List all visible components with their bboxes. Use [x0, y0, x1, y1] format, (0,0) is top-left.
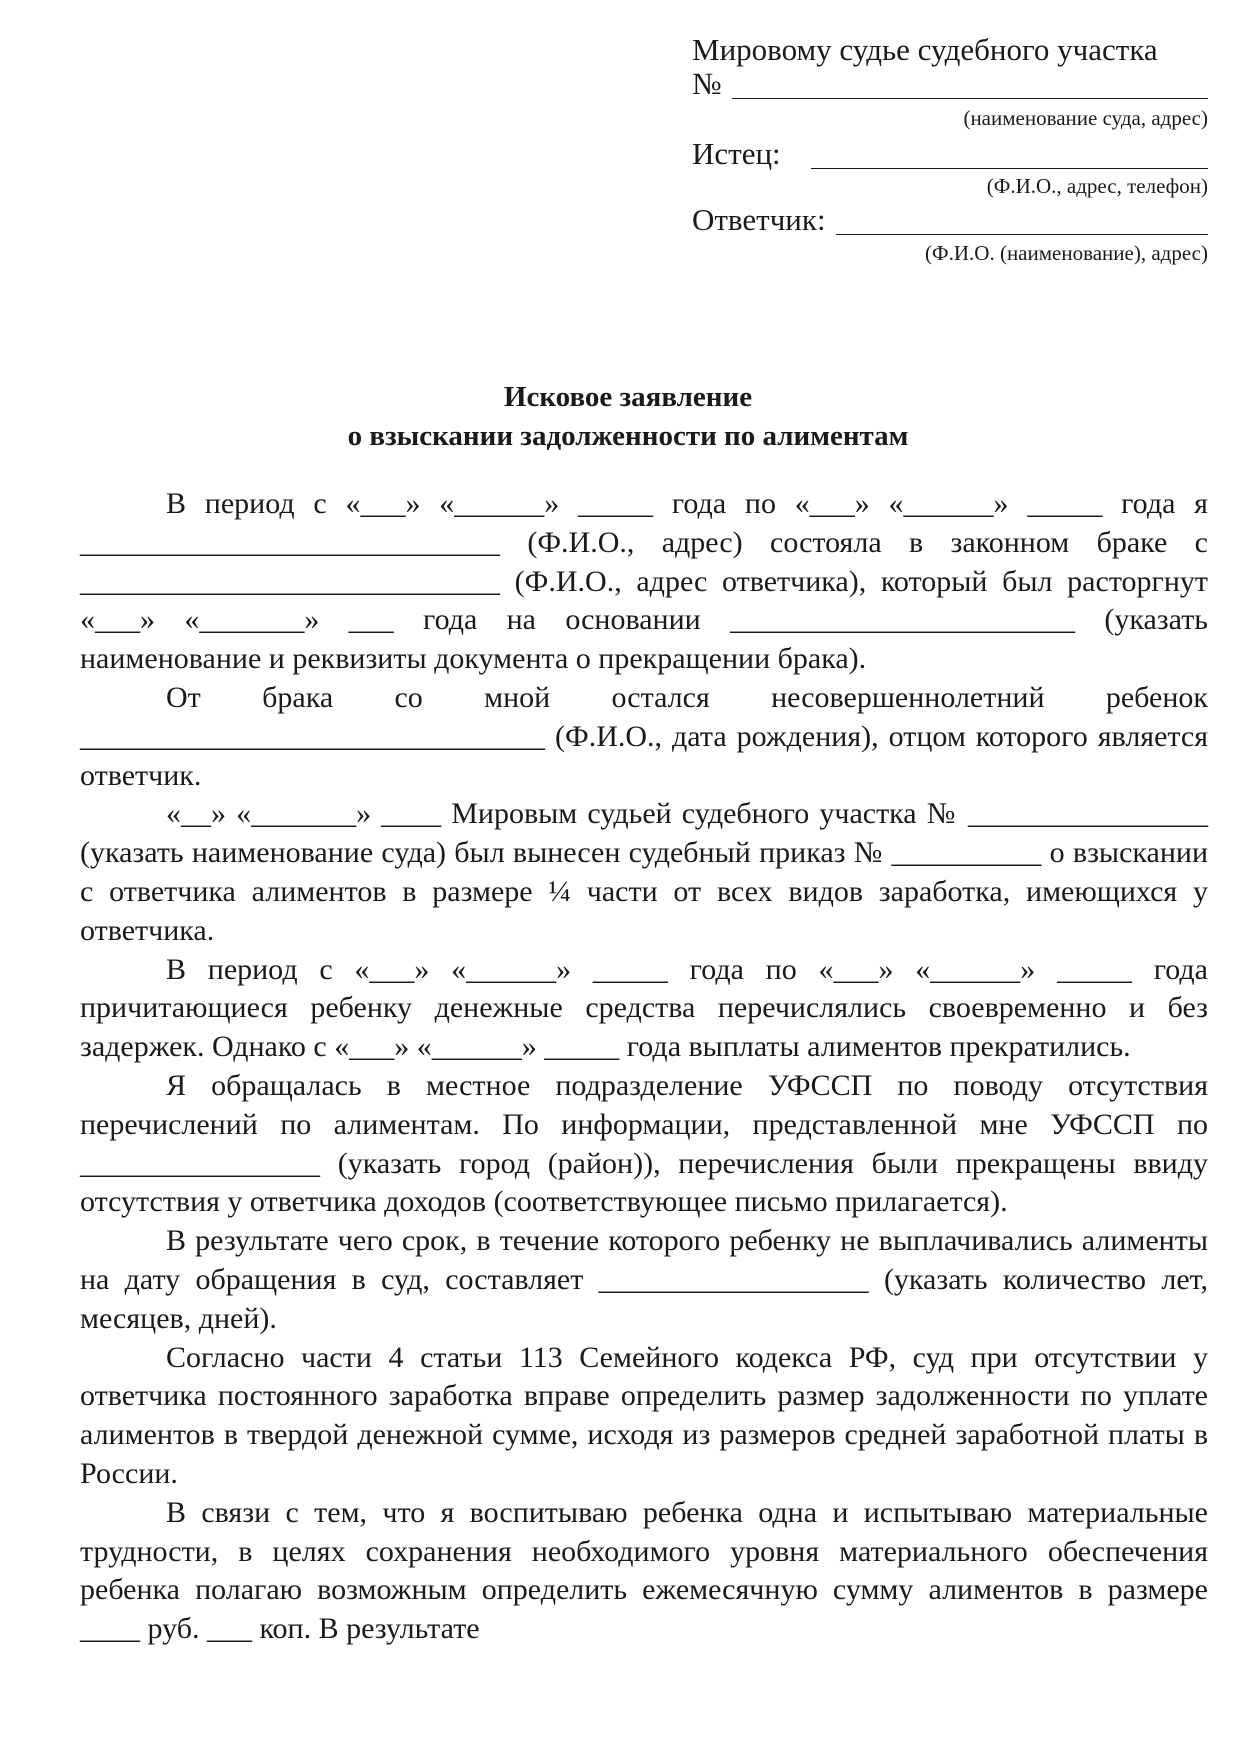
- paragraph: Я обращалась в местное подразделение УФССП по поводу отсутствия перечислений по алиментам. По информации, представленной мне УФССП по ________________ (указать город (район)), перечисления были прекращены ввиду отсутствия у ответчика доходов (соответствующее письмо прилагается).: [80, 1068, 1208, 1219]
- plaintiff-label: Истец:: [692, 136, 781, 171]
- court-number-label: №: [692, 66, 722, 101]
- paragraph: Согласно части 4 статьи 113 Семейного кодекса РФ, суд при отсутствии у ответчика постоянного заработка вправе определить размер задолженности по уплате алиментов в твердой денежной сумме, исходя из размеров средней заработной платы в России.: [80, 1340, 1208, 1490]
- paragraph: В результате чего срок, в течение которого ребенку не выплачивались алименты на дату обращения в суд, составляет __________________ (указать количество лет, месяцев, дней).: [80, 1224, 1208, 1335]
- court-hint: (наименование суда, адрес): [963, 106, 1208, 130]
- paragraph: В период с «___» «______» _____ года по «___» «______» _____ года я ____________________________ (Ф.И.О., адрес) состояла в законном браке с ____________________________ (Ф.И.О., адрес ответчика), который был расторгнут «___» «_______» ___ года на основании _______________________ (указать наименование и реквизиты документа о прекращении брака).: [80, 487, 1208, 676]
- document-title: Исковое заявление: [503, 381, 753, 413]
- defendant-blank: [836, 208, 1208, 235]
- paragraph: «__» «_______» ____ Мировым судьей судебного участка № ________________ (указать наименование суда) был вынесен судебный приказ № __________ о взыскании с ответчика алиментов в размере ¼ части от всех видов заработка, имеющихся у ответчика.: [80, 797, 1208, 947]
- document-subtitle: о взыскании задолженности по алиментам: [347, 420, 909, 452]
- plaintiff-blank: [811, 142, 1208, 169]
- paragraph: В связи с тем, что я воспитываю ребенка одна и испытываю материальные трудности, в целях сохранения необходимого уровня материального обеспечения ребенка полагаю возможным определить ежемесячную сумму алиментов в размере ____ руб. ___ коп. В результате: [80, 1495, 1208, 1646]
- defendant-label: Ответчик:: [692, 202, 826, 237]
- paragraph: От брака со мной остался несовершеннолетний ребенок _______________________________ (Ф.И.О., дата рождения), отцом которого является ответчик.: [80, 680, 1208, 792]
- defendant-line: [692, 204, 1208, 235]
- court-number-line: [692, 68, 1208, 99]
- defendant-hint: (Ф.И.О. (наименование), адрес): [925, 241, 1208, 265]
- document-body: [80, 485, 1208, 1649]
- court-number-blank: [732, 72, 1208, 99]
- plaintiff-hint: (Ф.И.О., адрес, телефон): [986, 174, 1208, 198]
- paragraph: В период с «___» «______» _____ года по «___» «______» _____ года причитающиеся ребенку денежные средства перечислялись своевременно и без задержек. Однако с «___» «______» _____ года выплаты алиментов прекратились.: [80, 952, 1208, 1064]
- plaintiff-line: [692, 138, 1208, 169]
- court-line-1: Мировому судье судебного участка: [692, 32, 1158, 67]
